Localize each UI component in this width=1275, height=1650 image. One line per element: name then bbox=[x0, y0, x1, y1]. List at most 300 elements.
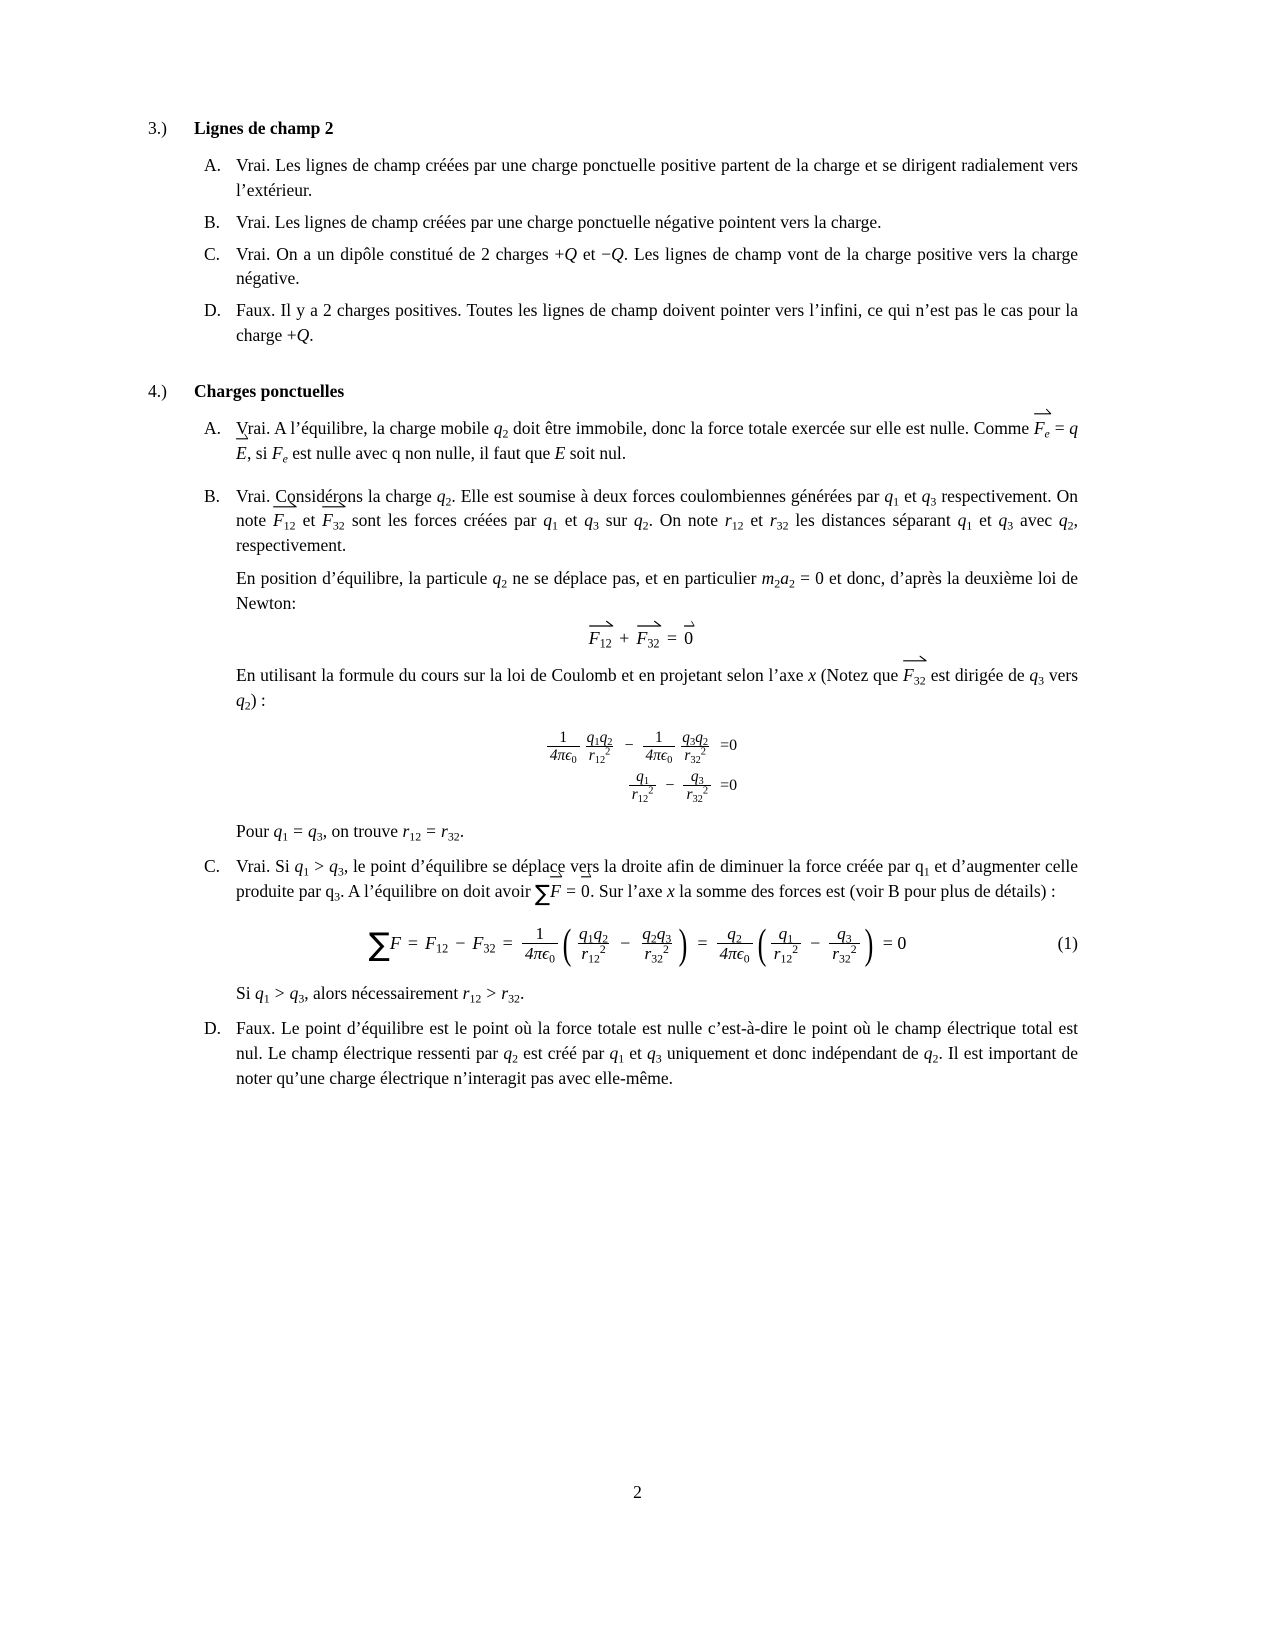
subscript: 12 bbox=[780, 952, 793, 966]
fraction-q2q3-over-r32sq bbox=[639, 924, 674, 964]
subscript: 32 bbox=[651, 952, 664, 966]
symbol-q3 bbox=[289, 983, 305, 1006]
problem-heading bbox=[148, 381, 1078, 402]
subscript: 1 bbox=[587, 932, 594, 946]
sym: F bbox=[550, 880, 561, 901]
equals-zero: = 0 bbox=[882, 933, 907, 954]
operator-equals: = bbox=[566, 880, 577, 901]
sym: q bbox=[727, 923, 736, 943]
superscript: 2 bbox=[702, 785, 709, 797]
operator-minus: − bbox=[455, 933, 466, 954]
subscript: 2 bbox=[244, 697, 251, 712]
sym: q bbox=[294, 856, 304, 877]
operator-minus: − bbox=[620, 933, 631, 954]
symbol-F32 bbox=[472, 933, 495, 954]
text-fragment: Pour bbox=[236, 821, 274, 842]
symbol-r32 bbox=[769, 510, 789, 533]
sym: F bbox=[322, 510, 333, 531]
problem-3-items bbox=[204, 153, 1078, 348]
subscript: 12 bbox=[409, 829, 422, 844]
sym: q bbox=[884, 485, 894, 506]
text-fragment: (Notez que bbox=[816, 664, 904, 685]
subscript: 3 bbox=[689, 736, 696, 748]
sym: F bbox=[903, 664, 914, 685]
subscript: 2 bbox=[1067, 518, 1074, 533]
operator: = bbox=[1050, 417, 1070, 438]
text-fragment: est créé par bbox=[518, 1043, 610, 1064]
item-letter: C. bbox=[204, 243, 221, 264]
sym: q bbox=[579, 923, 588, 943]
denominator bbox=[586, 746, 614, 764]
item-4d bbox=[204, 1016, 1078, 1091]
subscript: 1 bbox=[618, 1051, 625, 1066]
fraction-one-over-4pieps bbox=[643, 729, 676, 764]
sym: r bbox=[441, 821, 448, 842]
denominator bbox=[829, 943, 859, 966]
sym: q bbox=[778, 923, 788, 943]
superscript: 2 bbox=[700, 746, 706, 758]
subscript: 32 bbox=[483, 941, 496, 956]
operator-greater-than: > bbox=[314, 856, 325, 877]
symbol-F: F bbox=[389, 933, 401, 954]
sym: r bbox=[644, 944, 652, 964]
symbol-q1 bbox=[543, 510, 558, 533]
symbol-q1 bbox=[884, 486, 899, 506]
text-fragment: Faux. Il y a 2 charges positives. Toutes les lignes de champ doivent pointer vers l’infini, ce qui n’est pas le cas pour la charge + bbox=[236, 300, 1078, 346]
numerator bbox=[633, 768, 652, 785]
text-fragment: soit nul. bbox=[565, 442, 627, 463]
text-fragment: , on trouve bbox=[322, 821, 403, 842]
symbol-r12 bbox=[724, 510, 744, 533]
text-fragment: doit être immobile, donc la force totale exercée sur elle est nulle. Comme bbox=[508, 417, 1034, 438]
fraction-q2-over-4pieps bbox=[717, 924, 753, 964]
text-fragment: sont les forces créées par bbox=[345, 510, 544, 531]
numerator bbox=[724, 923, 745, 946]
symbol-E-vector bbox=[236, 441, 247, 466]
subscript: 2 bbox=[789, 576, 795, 591]
subscript: 32 bbox=[447, 829, 460, 844]
subscript: 0 bbox=[667, 754, 673, 766]
item-4c bbox=[204, 854, 1079, 907]
item-text bbox=[236, 854, 1079, 907]
text-fragment: et bbox=[972, 510, 999, 531]
operator-greater-than: > bbox=[274, 983, 285, 1004]
fraction-q3q2-over-r32sq bbox=[679, 729, 711, 764]
text-fragment: et bbox=[295, 510, 323, 531]
subscript: 12 bbox=[731, 518, 744, 533]
subscript: 32 bbox=[690, 754, 701, 766]
sym: 4πϵ bbox=[719, 944, 744, 964]
subscript: e bbox=[1044, 426, 1050, 441]
equation-newton-sum bbox=[204, 628, 1078, 649]
operator-equals: = bbox=[666, 627, 678, 648]
superscript: 2 bbox=[663, 943, 669, 957]
sym: q bbox=[1058, 510, 1068, 531]
symbol-F12-vector bbox=[273, 508, 296, 533]
text-fragment: sur bbox=[598, 510, 634, 531]
text-fragment: est dirigée de bbox=[925, 664, 1030, 685]
symbol-zero-vector bbox=[684, 628, 693, 649]
item-text bbox=[236, 242, 1078, 292]
denominator bbox=[717, 943, 753, 966]
symbol-q3 bbox=[998, 510, 1014, 533]
sym: q bbox=[921, 485, 931, 506]
symbol-q2 bbox=[492, 568, 508, 591]
rhs-equals-zero: =0 bbox=[720, 737, 738, 755]
subscript: 2 bbox=[702, 736, 709, 748]
item-3d bbox=[204, 298, 1078, 348]
symbol-q2 bbox=[493, 417, 509, 441]
sym: q bbox=[254, 983, 264, 1004]
text-fragment: et bbox=[624, 1043, 648, 1064]
item-letter: D. bbox=[204, 1018, 222, 1039]
subscript: 3 bbox=[592, 518, 599, 533]
symbol-r32 bbox=[501, 983, 520, 1006]
subscript: 2 bbox=[502, 426, 509, 441]
text-fragment: ) : bbox=[250, 689, 266, 710]
symbol-zero-vector bbox=[581, 879, 590, 904]
sym: F bbox=[272, 510, 284, 531]
sym: q bbox=[493, 417, 503, 438]
text-fragment: respectivement. On note bbox=[236, 485, 1078, 531]
operator-minus: − bbox=[624, 737, 634, 755]
item-letter: D. bbox=[204, 300, 222, 321]
item-text: Vrai. Les lignes de champ créées par une charge ponctuelle positive partent de la charge et se dirigent radialement vers l’extérieur. bbox=[236, 155, 1078, 200]
item-letter: A. bbox=[204, 155, 222, 175]
text-fragment: avec bbox=[1013, 510, 1059, 531]
denominator bbox=[629, 785, 657, 803]
subscript: 2 bbox=[642, 518, 649, 533]
sym: F bbox=[588, 627, 600, 648]
subscript: 2 bbox=[607, 736, 613, 748]
sym: q bbox=[682, 728, 690, 746]
operator-greater-than: > bbox=[486, 983, 497, 1004]
subscript: 32 bbox=[647, 636, 660, 651]
symbol-q2 bbox=[633, 510, 649, 533]
subscript: 12 bbox=[594, 754, 606, 766]
symbol-Q: Q bbox=[296, 325, 310, 346]
operator-equals: = bbox=[426, 821, 437, 842]
subscript: 32 bbox=[776, 518, 789, 533]
sym: E bbox=[236, 442, 247, 463]
sym: r bbox=[686, 786, 693, 804]
sym: F bbox=[636, 627, 648, 648]
summation-icon: ∑ bbox=[535, 880, 551, 907]
symbol-F12-vector bbox=[589, 628, 613, 649]
symbol-q3 bbox=[308, 821, 323, 844]
symbol-F32-vector bbox=[322, 508, 345, 533]
subscript: 32 bbox=[692, 793, 703, 805]
vector-arrow-icon bbox=[589, 619, 614, 628]
fraction-q3-over-r32sq bbox=[683, 768, 711, 803]
text-fragment: . A l’équilibre on doit avoir bbox=[340, 880, 536, 901]
operator-equals: = bbox=[407, 933, 419, 954]
sym: q bbox=[492, 568, 502, 589]
sym: q bbox=[436, 485, 446, 506]
equation-coulomb-line2 bbox=[545, 768, 737, 803]
fraction-q1-over-r12sq bbox=[629, 768, 657, 803]
subscript: 12 bbox=[588, 952, 600, 966]
text-fragment: , alors nécessairement bbox=[304, 983, 463, 1004]
sym: r bbox=[402, 821, 410, 842]
denominator bbox=[522, 943, 558, 966]
subscript: 32 bbox=[913, 673, 926, 688]
equation-1-row: ∑ F = $F_{12}$ − $F_{32}$ = $\frac{1}{4\pi\epsilon_0}$ ( $\frac{q_1q_2}{r_{12}^2}$ − $\frac{q_2q_3}{r_{32}^2}$ ) = $\frac{q_2}{4\pi\epsilon_0}$ ( $\frac{q_1}{r_{12}^2}$ − $\frac{q_3}{r_{32}^2}$ ) = 0 (1) bbox=[368, 920, 1078, 968]
denominator bbox=[578, 943, 608, 966]
paragraph-4b-result bbox=[236, 819, 1078, 844]
denominator bbox=[681, 746, 709, 764]
subscript: 12 bbox=[469, 991, 482, 1006]
symbol-q2 bbox=[503, 1043, 519, 1066]
problem-title: Charges ponctuelles bbox=[194, 380, 345, 401]
sym: q bbox=[329, 856, 338, 877]
text-fragment: En position d’équilibre, la particule bbox=[236, 568, 493, 589]
subscript: e bbox=[282, 451, 288, 466]
text-fragment: la somme des forces est (voir B pour plus de détails) : bbox=[674, 880, 1056, 901]
text-fragment: vers bbox=[1044, 664, 1079, 685]
subscript: 1 bbox=[923, 864, 930, 879]
symbol-Q: Q bbox=[611, 243, 624, 264]
sym: F bbox=[425, 933, 437, 954]
fraction-one-over-4pieps bbox=[547, 729, 580, 764]
symbol-q2 bbox=[1058, 510, 1074, 533]
symbol-x: x bbox=[808, 664, 816, 685]
symbol-F32-vector bbox=[903, 663, 926, 688]
subscript: 2 bbox=[602, 932, 609, 946]
sym: q bbox=[636, 767, 644, 785]
text-fragment: uniquement et donc indépendant de bbox=[661, 1043, 924, 1064]
subscript: 12 bbox=[637, 793, 649, 805]
subscript: 1 bbox=[643, 775, 650, 787]
symbol-q3 bbox=[584, 510, 599, 533]
sym: q bbox=[837, 923, 846, 943]
sym: 4πϵ bbox=[524, 944, 550, 964]
text-fragment: . Les lignes de champ vont de la charge positive vers la charge négative. bbox=[236, 243, 1078, 289]
lhs bbox=[545, 729, 713, 764]
sym: 4πϵ bbox=[645, 746, 668, 764]
text-fragment: , si bbox=[247, 442, 272, 463]
sym: q bbox=[633, 510, 643, 531]
subscript: 3 bbox=[316, 829, 323, 844]
symbol-q1 bbox=[609, 1043, 625, 1066]
symbol-F32-vector bbox=[636, 628, 660, 649]
symbol-q2 bbox=[236, 690, 251, 710]
text-fragment: . bbox=[519, 983, 525, 1004]
superscript: 2 bbox=[792, 943, 799, 957]
superscript: 2 bbox=[599, 943, 606, 957]
fraction-q1q2-over-r12sq bbox=[584, 729, 616, 764]
subscript: 3 bbox=[1007, 518, 1014, 533]
text-fragment: Faux. Le point d’équilibre est le point où la force totale est nulle c’est-à-dire le point où le champ électrique total est nul. Le champ électrique ressenti par bbox=[236, 1018, 1078, 1064]
subscript: 2 bbox=[512, 1051, 519, 1066]
text-fragment: , respectivement. bbox=[236, 510, 1078, 556]
text-fragment: est nulle avec q non nulle, il faut que bbox=[287, 442, 555, 463]
numerator bbox=[834, 923, 855, 946]
sym: r bbox=[769, 510, 777, 531]
sym: r bbox=[684, 746, 691, 764]
subscript: 12 bbox=[599, 636, 612, 651]
sym: q bbox=[503, 1043, 513, 1064]
symbol-q1 bbox=[273, 821, 289, 844]
subscript: 3 bbox=[334, 889, 341, 904]
symbol-q: q bbox=[1069, 417, 1079, 438]
item-text bbox=[236, 1016, 1078, 1091]
text-fragment: En utilisant la formule du cours sur la loi de Coulomb et en projetant selon l’axe bbox=[236, 664, 809, 685]
operator-minus: − bbox=[665, 776, 675, 794]
text-fragment: . Il est important de noter qu’une charge électrique n’interagit pas avec elle-même. bbox=[236, 1043, 1078, 1088]
sym: q bbox=[308, 821, 317, 842]
problem-number: 3.) bbox=[148, 118, 167, 138]
sym: a bbox=[780, 568, 789, 589]
text-fragment: et bbox=[557, 510, 585, 531]
text-fragment: . On note bbox=[648, 510, 725, 531]
subscript: 0 bbox=[743, 952, 750, 966]
problem-heading bbox=[148, 118, 1078, 139]
sym: q bbox=[1029, 664, 1039, 685]
subscript: 2 bbox=[774, 576, 781, 591]
text-fragment: Si bbox=[236, 983, 255, 1004]
subscript: 2 bbox=[735, 932, 742, 946]
subscript: 12 bbox=[283, 518, 296, 533]
sym: q bbox=[998, 510, 1008, 531]
symbol-r12 bbox=[402, 821, 422, 844]
denominator bbox=[771, 943, 801, 966]
symbol-q1 bbox=[294, 856, 310, 879]
subscript: 3 bbox=[655, 1051, 662, 1066]
subscript: 2 bbox=[501, 576, 508, 591]
subscript: 32 bbox=[508, 991, 520, 1006]
equation-coulomb-line1 bbox=[545, 729, 737, 764]
sym: q bbox=[584, 510, 593, 531]
numerator bbox=[584, 729, 616, 746]
text-fragment: . Sur l’axe bbox=[590, 880, 667, 901]
sym: F bbox=[472, 933, 484, 954]
problem-4 bbox=[148, 381, 1078, 1091]
sym: q bbox=[586, 728, 595, 746]
vector-arrow-icon bbox=[903, 654, 927, 663]
vector-arrow-icon bbox=[1034, 407, 1052, 416]
lhs bbox=[627, 768, 713, 803]
symbol-x: x bbox=[666, 880, 675, 901]
item-3a bbox=[204, 153, 1078, 203]
subscript: 32 bbox=[332, 518, 345, 533]
sym: q bbox=[609, 1043, 619, 1064]
symbol-F-vector bbox=[550, 879, 561, 904]
subscript: 1 bbox=[594, 736, 600, 748]
sym: m bbox=[761, 568, 775, 589]
sym: q bbox=[599, 728, 608, 746]
sym: r bbox=[832, 944, 839, 964]
problem-number: 4.) bbox=[148, 380, 167, 401]
subscript: 0 bbox=[549, 952, 555, 966]
sym: q bbox=[923, 1043, 933, 1064]
sym: r bbox=[581, 944, 589, 964]
subscript: 1 bbox=[263, 991, 270, 1006]
subscript: 3 bbox=[845, 932, 852, 946]
item-letter: A. bbox=[204, 417, 222, 438]
symbol-a2 bbox=[780, 568, 795, 591]
subscript: 3 bbox=[1038, 673, 1045, 688]
numerator: 1 bbox=[655, 728, 663, 746]
superscript: 2 bbox=[850, 943, 857, 957]
paragraph-4b-equilibrium bbox=[236, 566, 1078, 616]
numerator: 1 bbox=[535, 923, 545, 943]
denominator bbox=[642, 943, 672, 966]
sym: 4πϵ bbox=[549, 746, 572, 764]
sym: r bbox=[588, 746, 595, 764]
subscript: 3 bbox=[337, 864, 344, 879]
symbol-q3 bbox=[329, 856, 344, 879]
symbol-F12 bbox=[425, 933, 448, 954]
superscript: 2 bbox=[605, 746, 611, 758]
text-fragment: . bbox=[459, 821, 465, 842]
operator-minus: − bbox=[810, 933, 821, 954]
symbol-r32 bbox=[441, 821, 460, 844]
rhs-equals-zero: =0 bbox=[720, 776, 738, 794]
subscript: 1 bbox=[893, 493, 900, 508]
subscript: 1 bbox=[787, 932, 794, 946]
symbol-E: E bbox=[554, 442, 566, 463]
fraction-q1-over-r12sq bbox=[771, 924, 801, 964]
sym: q bbox=[273, 821, 283, 842]
text-fragment: Vrai. Si bbox=[236, 856, 295, 877]
subscript: 0 bbox=[571, 754, 577, 766]
sym: q bbox=[690, 767, 699, 785]
subscript: 3 bbox=[930, 493, 937, 508]
sym: q bbox=[236, 689, 245, 710]
sym: q bbox=[695, 728, 703, 746]
item-text: Vrai. Les lignes de champ créées par une charge ponctuelle négative pointent vers la charge. bbox=[236, 211, 882, 232]
sym: 0 bbox=[581, 880, 590, 901]
text-fragment: = 0 et donc, d’après la deuxième loi de Newton: bbox=[236, 568, 1079, 613]
paragraph-4b-projection bbox=[236, 663, 1078, 713]
symbol-Fe bbox=[271, 442, 288, 466]
equation-number: (1) bbox=[1057, 933, 1078, 954]
text-fragment: Vrai. A l’équilibre, la charge mobile bbox=[236, 417, 494, 438]
item-4a bbox=[204, 416, 1078, 466]
denominator bbox=[643, 746, 676, 764]
text-fragment: et bbox=[899, 485, 922, 506]
sym: r bbox=[724, 510, 732, 531]
subscript: 3 bbox=[298, 991, 305, 1006]
paragraph-4c-conclusion bbox=[236, 981, 1078, 1006]
denominator bbox=[547, 746, 580, 764]
subscript: 1 bbox=[552, 518, 558, 533]
symbol-r12 bbox=[462, 983, 482, 1006]
text-fragment: . Elle est soumise à deux forces coulombiennes générées par bbox=[451, 485, 885, 506]
subscript: 3 bbox=[665, 932, 672, 946]
sym: q bbox=[289, 983, 299, 1004]
numerator: 1 bbox=[559, 728, 568, 746]
symbol-q1 bbox=[254, 983, 270, 1006]
item-text bbox=[236, 484, 1078, 559]
text-fragment: Vrai. Considérons la charge bbox=[236, 485, 437, 506]
equation-coulomb-block bbox=[545, 727, 737, 806]
fraction-q3-over-r32sq bbox=[829, 924, 859, 964]
symbol-F-vector bbox=[1034, 416, 1050, 441]
operator-equals: = bbox=[293, 821, 304, 842]
symbol-q1 bbox=[957, 510, 973, 533]
operator-equals: = bbox=[502, 933, 513, 954]
vector-arrow-icon bbox=[684, 619, 695, 628]
numerator bbox=[639, 923, 674, 946]
sym: q bbox=[647, 1043, 656, 1064]
symbol-Q: Q bbox=[564, 243, 578, 264]
sym: q bbox=[957, 510, 967, 531]
symbol-q3 bbox=[922, 486, 937, 506]
fraction-q1q2-over-r12sq bbox=[576, 924, 611, 964]
item-3b bbox=[204, 210, 1078, 235]
